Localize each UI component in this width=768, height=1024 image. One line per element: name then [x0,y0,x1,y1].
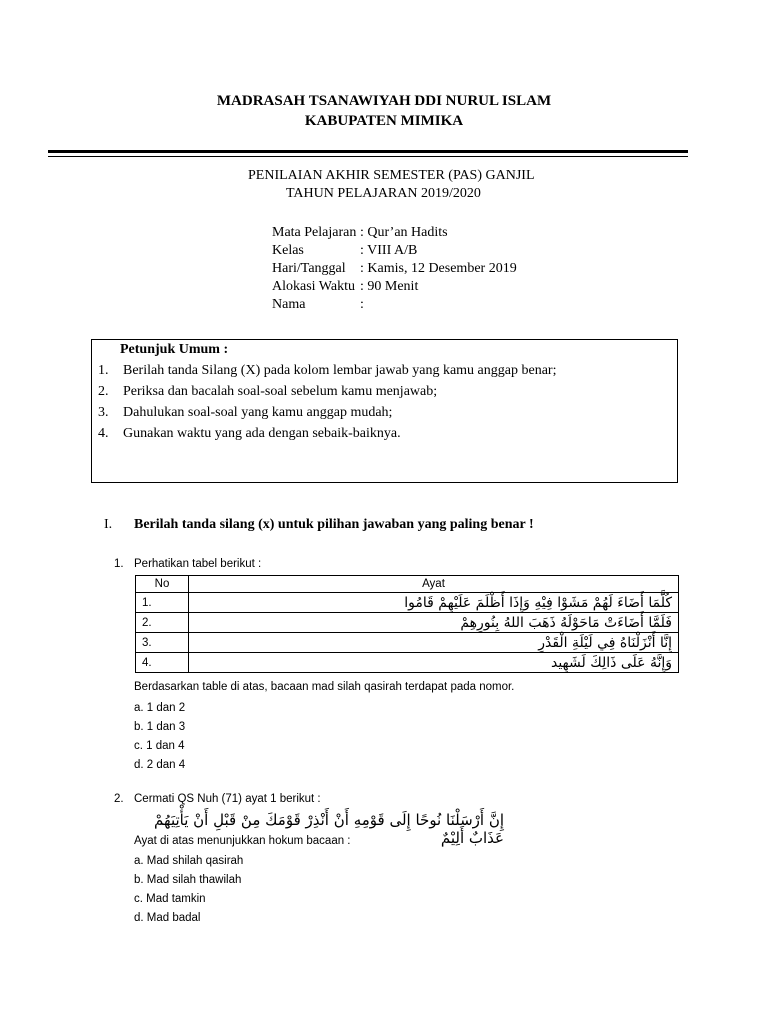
row-ayat: إِنَّا أَنْزَلْنَاهُ فِي لَيْلَةِ الْقَدْرِ [189,633,679,653]
option-c[interactable]: c. Mad tamkin [134,893,206,905]
question-1-options [134,699,185,775]
row-ayat: كُلَّمَا أَضَاءَ لَهُمْ مَشَوْا فِيْهِ وَإِذَا أَظْلَمَ عَلَيْهِمْ قَامُوا [189,593,679,613]
table-row [136,593,679,613]
row-number: 4. [136,653,189,673]
question-2-prompt: Cermati QS Nuh (71) ayat 1 berikut : [134,793,321,805]
header-rule-thick [48,150,688,153]
meta-row-class: Kelas : VIII A/B [272,243,418,258]
table-header-no: No [136,576,189,593]
question-2-number: 2. [114,793,124,805]
instructions-title: Petunjuk Umum : [120,342,229,357]
school-region: KABUPATEN MIMIKA [304,113,464,129]
meta-row-name: Nama : [272,297,364,312]
section-heading [104,517,534,533]
option-a[interactable]: a. 1 dan 2 [134,702,186,714]
option-c[interactable]: c. 1 dan 4 [134,740,185,752]
exam-year: TAHUN PELAJARAN 2019/2020 [286,186,481,201]
row-ayat: وَإِنَّهُ عَلَى ذَالِكَ لَشَهِيد [189,653,679,673]
table-row [136,633,679,653]
instructions-list [98,360,556,444]
ayat-table [135,575,679,673]
row-number: 1. [136,593,189,613]
instruction-item: 1. Berilah tanda Silang (X) pada kolom lembar jawab yang kamu anggap benar; [98,363,557,378]
meta-row-date: Hari/Tanggal : Kamis, 12 Desember 2019 [272,261,517,276]
row-number: 2. [136,613,189,633]
table-row [136,613,679,633]
instructions-box [91,339,678,483]
table-header-ayat: Ayat [189,576,679,593]
row-number: 3. [136,633,189,653]
option-d[interactable]: d. Mad badal [134,912,201,924]
instruction-item: 2. Periksa dan bacalah soal-soal sebelum kamu menjawab; [98,384,438,399]
question-1-number: 1. [114,558,124,570]
header-rule-thin [48,156,688,157]
instruction-item: 3. Dahulukan soal-soal yang kamu anggap mudah; [98,405,393,420]
option-b[interactable]: b. Mad silah thawilah [134,874,242,886]
option-b[interactable]: b. 1 dan 3 [134,721,186,733]
exam-meta [272,224,517,314]
option-d[interactable]: d. 2 dan 4 [134,759,186,771]
table-header-row [136,576,679,593]
option-a[interactable]: a. Mad shilah qasirah [134,855,244,867]
school-name: MADRASAH TSANAWIYAH DDI NURUL ISLAM [216,93,552,109]
question-2-text: Ayat di atas menunjukkan hokum bacaan : [134,835,351,847]
meta-row-subject: Mata Pelajaran : Qur’an Hadits [272,225,448,240]
question-1-text: Berdasarkan table di atas, bacaan mad silah qasirah terdapat pada nomor. [134,681,515,693]
section-text: Berilah tanda silang (x) untuk pilihan jawaban yang paling benar ! [134,517,534,532]
question-2-ayat: إِنَّ أَرْسَلْنَا نُوحًا إِلَى قَوْمِهِ أَنْ أَنْذِرْ قَوْمَكَ مِنْ قَبْلِ أَنْ يَأْتِيَهُمْ عَذَابٌ أَلِيْمٌ [154,811,504,847]
row-ayat: فَلَمَّا أَضَاءَتْ مَاحَوْلَهُ ذَهَبَ اللهُ بِنُورِهِمْ [189,613,679,633]
exam-title: PENILAIAN AKHIR SEMESTER (PAS) GANJIL [248,168,535,183]
table-row [136,653,679,673]
question-2-options [134,852,243,928]
question-1-prompt: Perhatikan tabel berikut : [134,558,262,570]
instruction-item: 4. Gunakan waktu yang ada dengan sebaik-baiknya. [98,426,401,441]
meta-row-duration: Alokasi Waktu : 90 Menit [272,279,419,294]
section-number: I. [104,517,113,532]
